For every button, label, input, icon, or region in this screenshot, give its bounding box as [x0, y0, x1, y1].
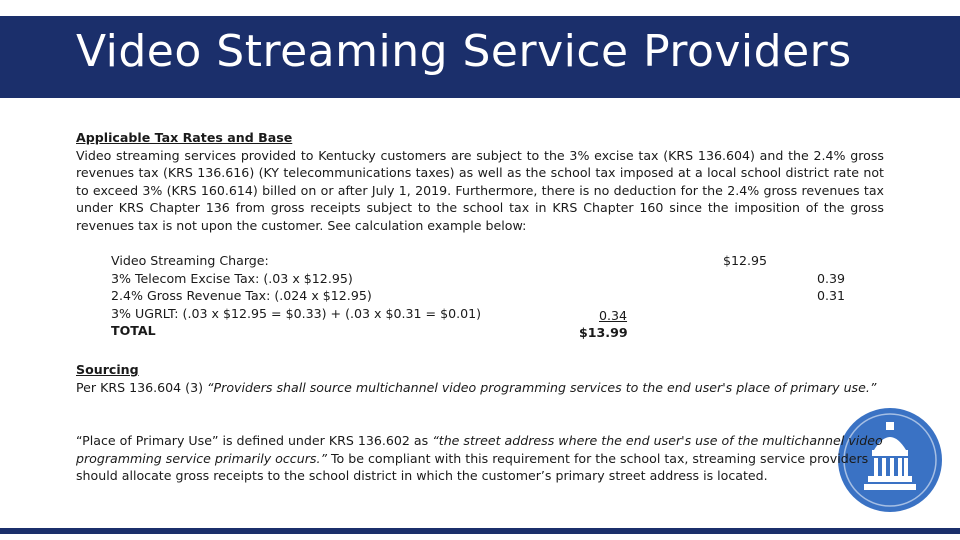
calc-value-excise: 0.39: [817, 270, 846, 286]
calc-value-ugrlt: 0.34: [599, 308, 628, 323]
calc-label-gross-revenue: 2.4% Gross Revenue Tax: (.024 x $12.95): [111, 288, 372, 304]
tax-rates-section: [76, 129, 884, 235]
sourcing-intro: Per KRS 136.604 (3): [76, 379, 204, 395]
calc-label-charge: Video Streaming Charge:: [111, 253, 269, 268]
calc-label-total: TOTAL: [111, 323, 156, 339]
primary-use-text: [76, 432, 888, 485]
section-heading: Applicable Tax Rates and Base: [76, 130, 293, 145]
calc-value-gross-revenue: 0.31: [817, 288, 846, 304]
calc-label-ugrlt: 3% UGRLT: (.03 x $12.95 = $0.33) + (.03 x $0.31 = $0.01): [111, 305, 482, 321]
sourcing-heading: Sourcing: [76, 362, 139, 377]
calculation-example: [111, 252, 871, 342]
primary-use-quote: “the street address where the end user's use of the multichannel video programming service primarily occurs.”: [76, 433, 883, 466]
calc-value-charge: $12.95: [723, 253, 768, 268]
footer-bar: [0, 528, 960, 534]
primary-use-rest: To be compliant with this requirement for the school tax, streaming service providers should allocate gross receipts to the school district in which the customer’s primary street address is located.: [76, 450, 869, 484]
calc-value-total: $13.99: [579, 325, 628, 340]
calc-label-excise: 3% Telecom Excise Tax: (.03 x $12.95): [111, 270, 353, 286]
section-body: Video streaming services provided to Kentucky customers are subject to the 3% excise tax (KRS 136.604) and the 2.4% gross revenues tax (KRS 136.616) (KY telecommunications taxes) as well as the school tax imposed at a local school district rate not to exceed 3% (KRS 160.614) billed on or after July 1, 2019. Furthermore, there is no deduction for the 2.4% gross revenues tax under KRS Chapter 136 from gross receipts subject to the school tax in KRS Chapter 160 since the imposition of the gross revenues tax is not upon the customer. See calculation example below:: [76, 147, 884, 233]
primary-use-section: [76, 432, 888, 485]
slide-title: Video Streaming Service Providers: [76, 26, 852, 77]
sourcing-section: [76, 361, 888, 396]
primary-use-lead: “Place of Primary Use” is defined under KRS 136.602 as: [76, 433, 429, 448]
sourcing-quote: “Providers shall source multichannel video programming services to the end user's place of primary use.”: [207, 379, 877, 395]
sourcing-text: [76, 379, 888, 397]
